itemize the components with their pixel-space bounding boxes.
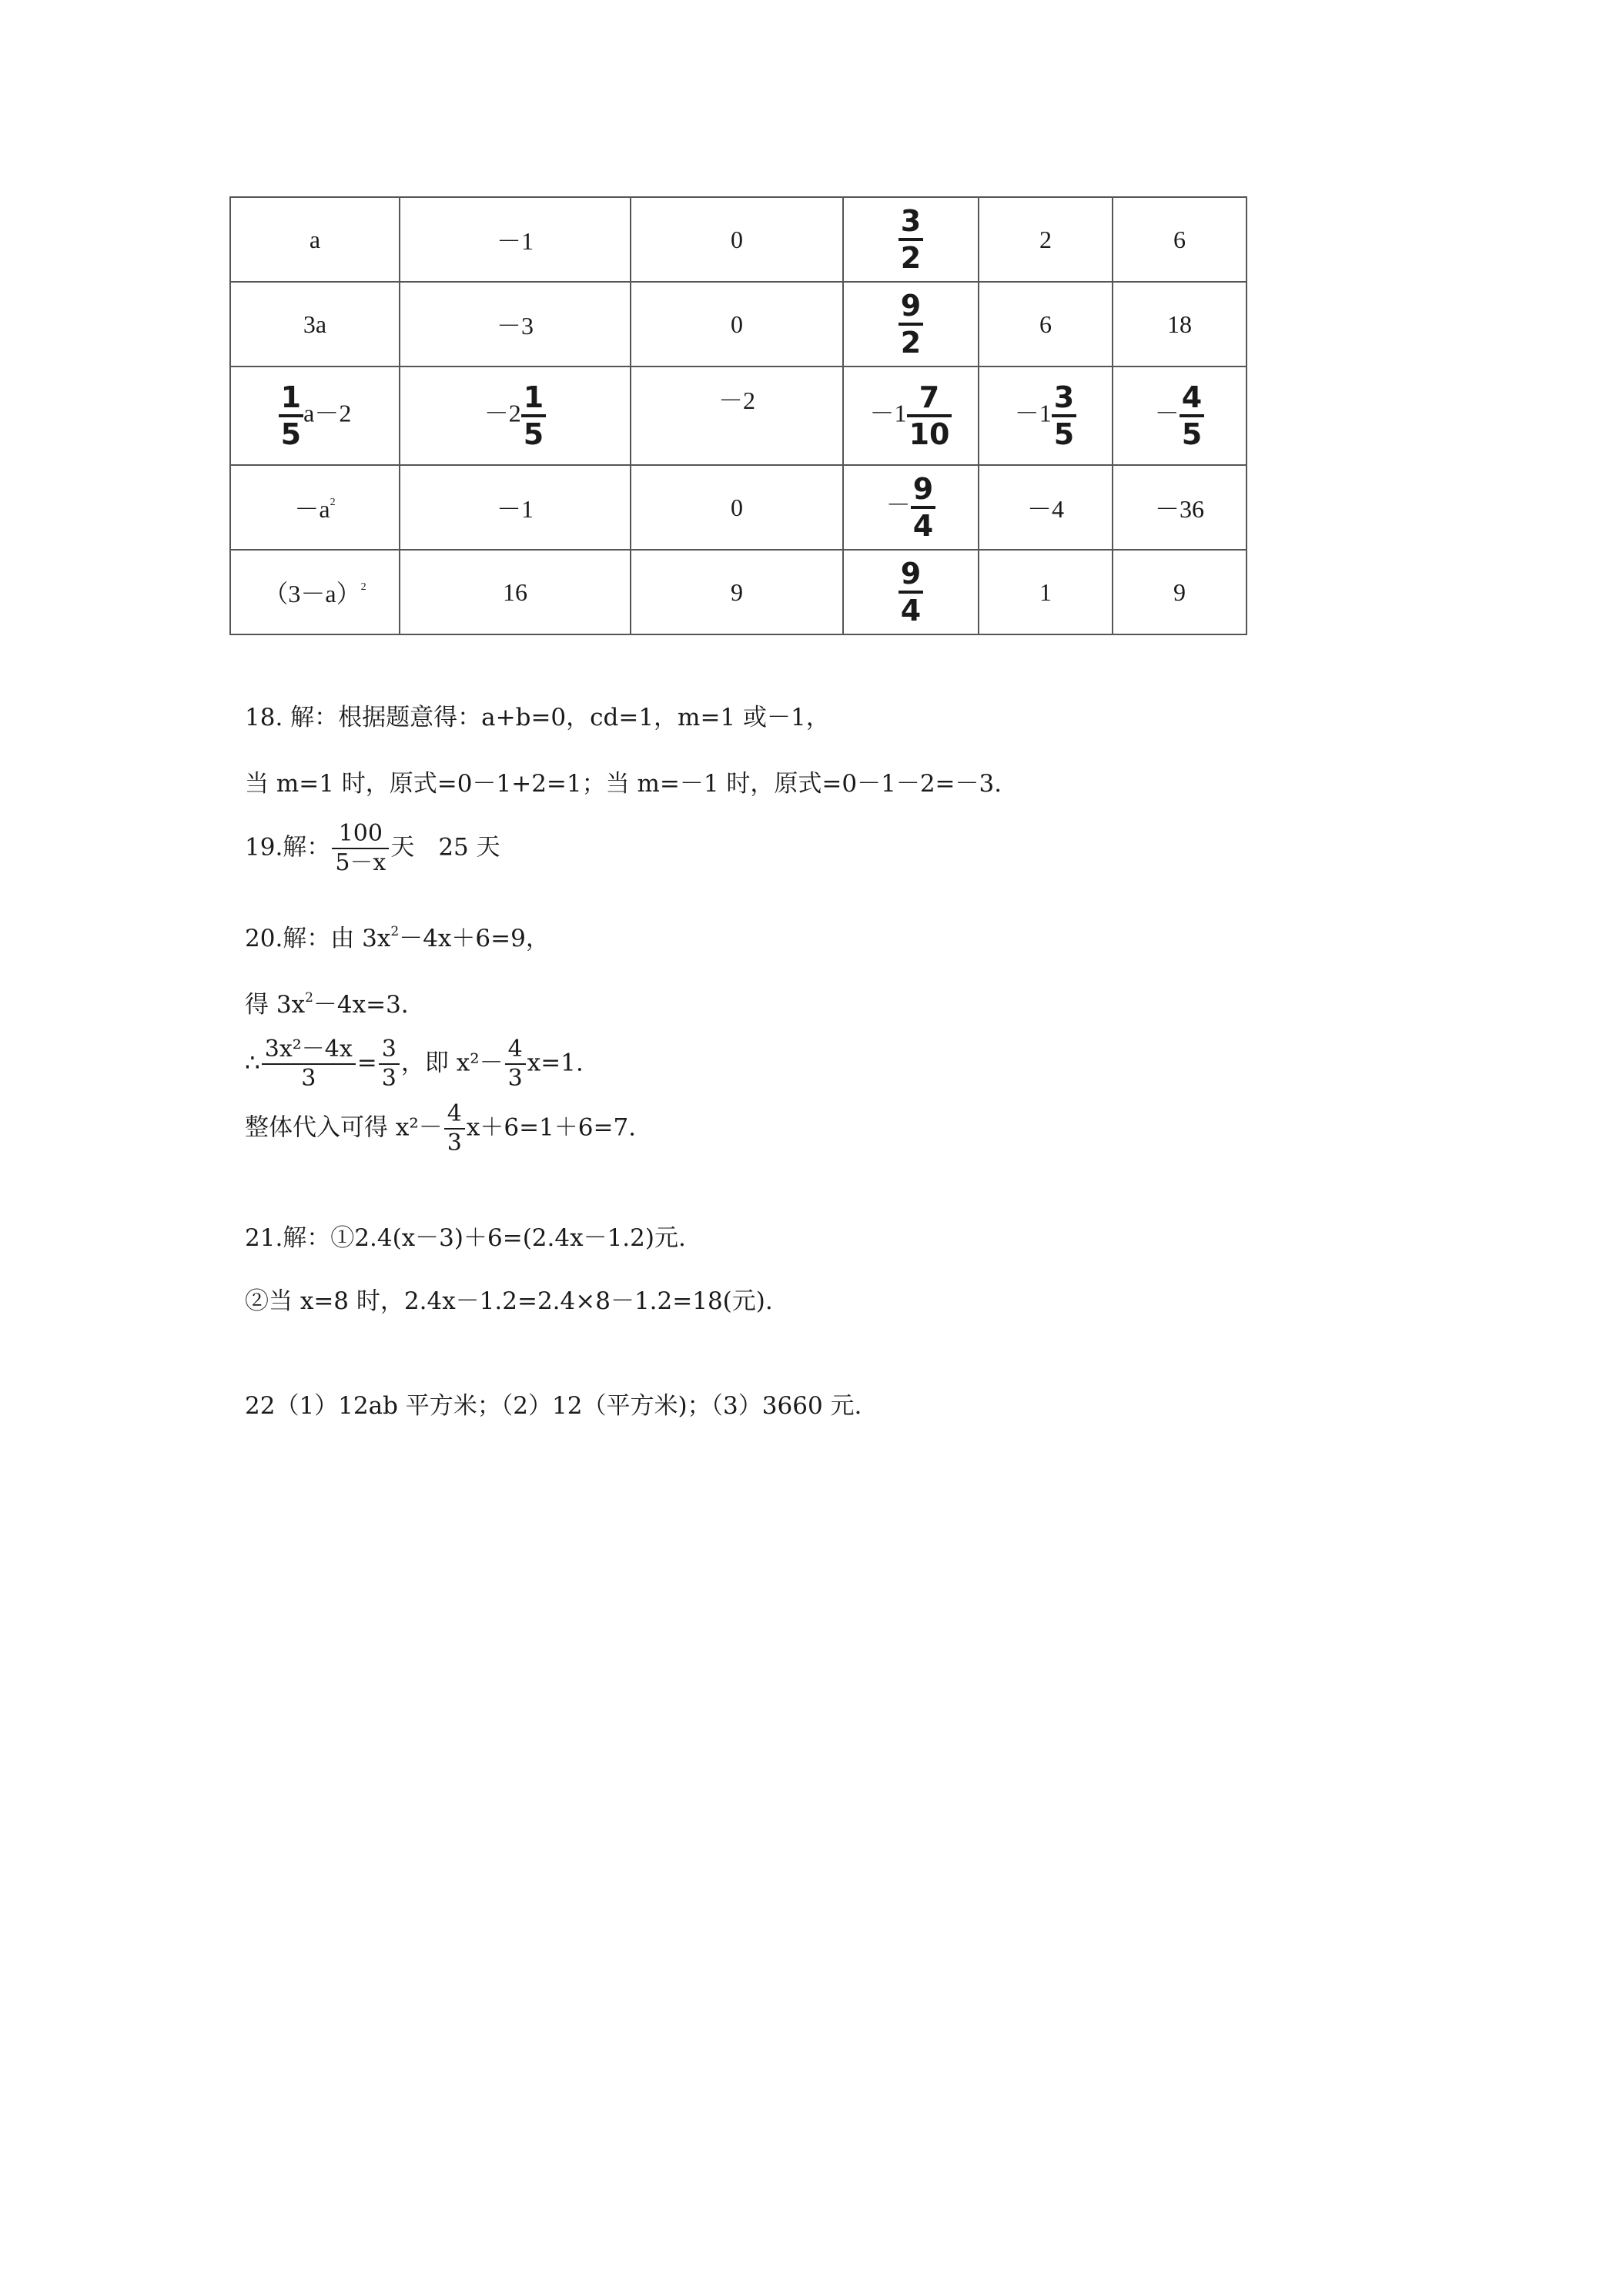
solution-19: 19.解： $\frac{100}{5-x}$ 天 25 天	[245, 820, 500, 876]
table-cell: －36	[1113, 465, 1247, 550]
solution-20-line-2: 得 $3x^2-4x=3$.	[245, 990, 409, 1019]
table-cell: －2	[631, 366, 843, 465]
fraction: $\frac{1}{5}$	[279, 383, 303, 449]
row-label: $\frac{1}{5}$ a－2	[230, 366, 400, 465]
solution-22: 22（1）12ab 平方米；（2）12（平方米)；（3）3660 元.	[245, 1392, 862, 1420]
table-cell	[843, 197, 979, 282]
table-row-a	[230, 197, 1247, 282]
table-cell	[843, 282, 979, 366]
table-cell	[843, 550, 979, 634]
solution-20-line-1: 20.解：由 $3x^2-4x+6=9$，	[245, 924, 550, 952]
table-cell: －1 $\frac{7}{10}$	[843, 366, 979, 465]
table-cell: 1	[979, 550, 1113, 634]
table-cell: －2 $\frac{1}{5}$	[400, 366, 631, 465]
row-label: $-a^2$	[230, 465, 400, 550]
table-cell: 0	[631, 197, 843, 282]
fraction: $\frac{9}{4}$	[911, 474, 935, 541]
solution-20-line-4: 整体代入可得 x²－ $\frac{4}{3}$ x＋6=1＋6=7.	[245, 1100, 637, 1156]
fraction: $\frac{3}{3}$	[379, 1038, 400, 1090]
table-cell: 16	[400, 550, 631, 634]
fraction: $\frac{1}{5}$	[521, 383, 546, 449]
table-cell: 18	[1113, 282, 1247, 366]
table-cell: －1	[400, 197, 631, 282]
table-row-neg-a-squared	[230, 465, 1247, 550]
fraction: $\frac{9}{4}$	[899, 559, 923, 625]
fraction: $\frac{9}{2}$	[899, 291, 923, 357]
table-row-fifth-a-minus-2	[230, 366, 1247, 465]
table-cell: －3	[400, 282, 631, 366]
fraction: $\frac{3}{2}$	[899, 206, 923, 273]
table-row-3-minus-a-squared	[230, 550, 1247, 634]
table-cell: 6	[979, 282, 1113, 366]
table-cell: 6	[1113, 197, 1247, 282]
fraction: $\frac{4}{3}$	[444, 1103, 465, 1155]
table-cell: 9	[631, 550, 843, 634]
row-label: a	[230, 197, 400, 282]
fraction: $\frac{3}{5}$	[1052, 383, 1076, 449]
table-cell: － $\frac{4}{5}$	[1113, 366, 1247, 465]
table-cell: － $\frac{9}{4}$	[843, 465, 979, 550]
solution-18-line-2: 当 m=1 时，原式=0－1+2=1；当 m=－1 时，原式=0－1－2=－3.	[245, 770, 1002, 798]
solution-21-line-2: ②当 x=8 时，2.4x－1.2=2.4×8－1.2=18(元).	[245, 1287, 773, 1315]
row-label: $(3-a)^2$	[230, 550, 400, 634]
solution-21-line-1: 21.解：①2.4(x－3)＋6=(2.4x－1.2)元.	[245, 1224, 686, 1252]
fraction: $\frac{100}{5-x}$	[332, 822, 389, 875]
table-cell: －4	[979, 465, 1113, 550]
table-row-3a	[230, 282, 1247, 366]
table-cell: 0	[631, 282, 843, 366]
table-cell: 9	[1113, 550, 1247, 634]
fraction: $\frac{4}{3}$	[505, 1038, 526, 1090]
fraction: $\frac{\text{3x²－4x}}{3}$	[262, 1038, 356, 1090]
row-label: 3a	[230, 282, 400, 366]
table-cell: －1 $\frac{3}{5}$	[979, 366, 1113, 465]
table-cell: 2	[979, 197, 1113, 282]
solution-20-line-3: ∴ $\frac{\text{3x²－4x}}{3}$ = $\frac{3}{3}$ ，即 x²－ $\frac{4}{3}$ x=1.	[245, 1036, 584, 1092]
table-cell: 0	[631, 465, 843, 550]
table-cell: －1	[400, 465, 631, 550]
solution-18-line-1: 18. 解：根据题意得：a+b=0，cd=1，m=1 或－1，	[245, 704, 830, 731]
fraction: $\frac{7}{10}$	[907, 383, 952, 449]
values-table	[229, 196, 1247, 635]
fraction: $\frac{4}{5}$	[1180, 383, 1204, 449]
